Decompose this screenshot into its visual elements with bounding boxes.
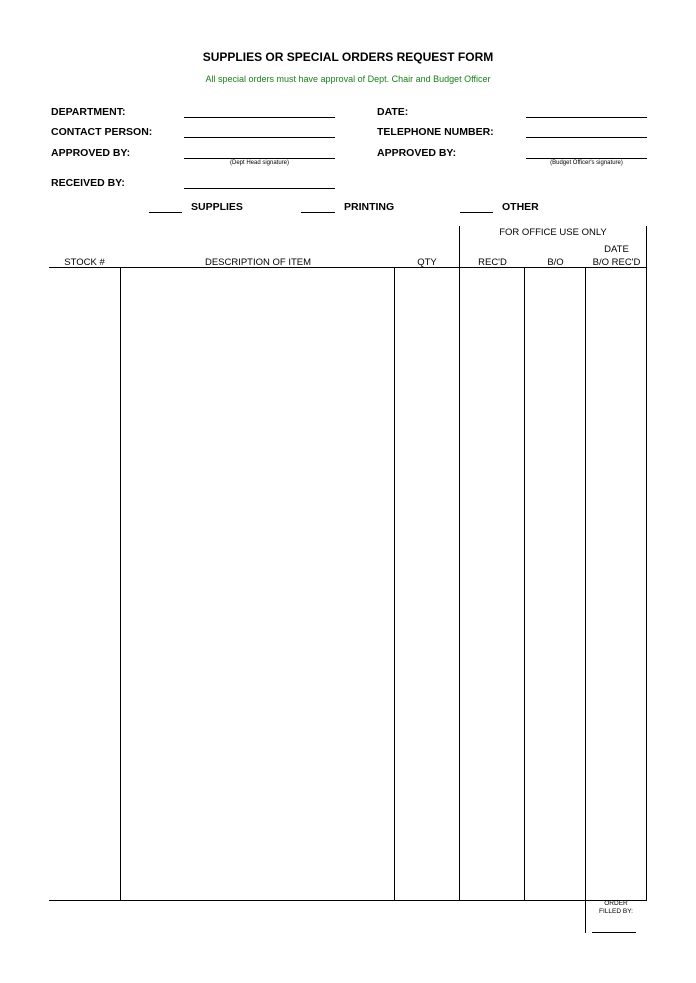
telephone-field[interactable] [526, 137, 647, 138]
form-title: SUPPLIES OR SPECIAL ORDERS REQUEST FORM [202, 50, 494, 64]
received-by-label: RECEIVED BY: [51, 177, 125, 189]
printing-label: PRINTING [344, 201, 395, 213]
approved-by-right-label: APPROVED BY: [377, 147, 457, 159]
approved-by-left-label: APPROVED BY: [51, 147, 131, 159]
date-field[interactable] [526, 117, 647, 118]
telephone-label: TELEPHONE NUMBER: [377, 126, 494, 138]
dept-head-signature-hint: (Dept Head signature) [229, 160, 290, 166]
supplies-label: SUPPLIES [191, 201, 243, 213]
col-divider-bo [585, 267, 586, 933]
dept-head-signature-field[interactable] [184, 158, 335, 159]
description-entry-area[interactable] [121, 268, 394, 900]
order-filled-field[interactable] [592, 932, 636, 933]
department-field[interactable] [184, 117, 335, 118]
col-divider-qty [459, 267, 460, 900]
date-label: DATE: [377, 106, 409, 118]
budget-officer-signature-field[interactable] [526, 158, 647, 159]
form-subtitle: All special orders must have approval of Dept. Chair and Budget Officer [205, 74, 491, 84]
qty-entry-area[interactable] [395, 268, 459, 900]
table-bottom-rule [49, 900, 647, 901]
col-date-header-line1: DATE [604, 244, 629, 255]
stock-entry-area[interactable] [50, 268, 120, 900]
supplies-mark-field[interactable] [149, 212, 182, 213]
col-divider-date [646, 267, 647, 900]
col-recd-header: REC'D [478, 257, 507, 268]
col-date-header-line2: B/O REC'D [592, 257, 641, 268]
order-filled-label-line2: FILLED BY: [599, 908, 633, 915]
col-bo-header: B/O [547, 257, 564, 268]
department-label: DEPARTMENT: [51, 106, 126, 118]
other-mark-field[interactable] [460, 212, 493, 213]
received-by-field[interactable] [184, 188, 335, 189]
order-filled-label-line1: ORDER [604, 900, 628, 907]
other-label: OTHER [502, 201, 539, 213]
contact-person-label: CONTACT PERSON: [51, 126, 153, 138]
col-qty-header: QTY [417, 257, 437, 268]
budget-officer-signature-hint: (Budget Officer's signature) [550, 160, 623, 166]
col-divider-recd [524, 267, 525, 900]
printing-mark-field[interactable] [301, 212, 335, 213]
col-stock-header: STOCK # [64, 257, 105, 268]
col-description-header: DESCRIPTION OF ITEM [204, 257, 312, 268]
office-use-header: FOR OFFICE USE ONLY [499, 227, 607, 238]
contact-person-field[interactable] [184, 137, 335, 138]
